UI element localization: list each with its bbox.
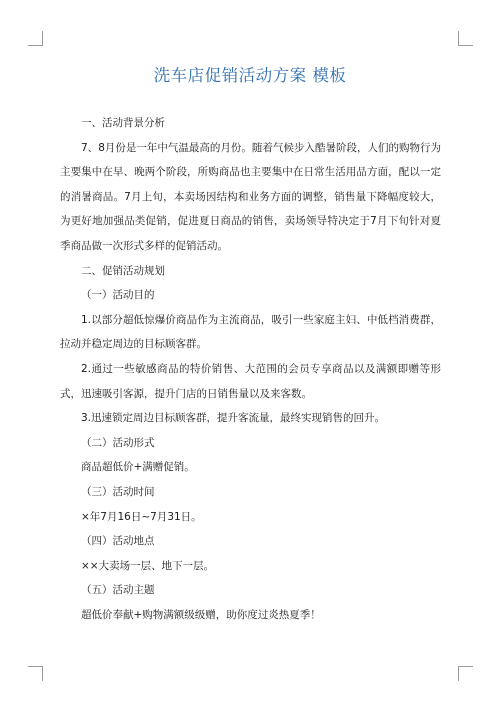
document-title: 洗车店促销活动方案 模板 <box>153 66 347 85</box>
purpose-item-1: 1.以部分超低惊爆价商品作为主流商品，吸引一些家庭主妇、中低档消费群，拉动并稳定周边的目标顾客群。 <box>60 313 441 351</box>
document-body <box>60 111 441 627</box>
theme-text: 超低价奉献+购物满额级级赠，助你度过炎热夏季！ <box>81 608 321 621</box>
subheading-theme: （五）活动主题 <box>81 584 155 597</box>
crop-mark-bottom-left <box>28 666 43 681</box>
time-text: ×年7月16日~7月31日。 <box>81 510 202 523</box>
paragraph-background: 7、8月份是一年中气温最高的月份。随着气候步入酷暑阶段，人们的购物行为主要集中在早、晚两个阶段，所购商品也主要集中在日常生活用品方面，配以一定的消暑商品。7月上旬，本卖场因结构和业务方面的调整，销售量下降幅度较大，为更好地加强品类促销，促进夏日商品的销售，卖场领导特决定于7月下旬针对夏季商品做一次形式多样的促销活动。 <box>60 141 441 252</box>
location-text: ××大卖场一层、地下一层。 <box>81 559 215 572</box>
form-text: 商品超低价+满赠促销。 <box>81 461 195 474</box>
heading-plan: 二、促销活动规划 <box>81 264 165 277</box>
purpose-item-3: 3.迅速锁定周边目标顾客群，提升客流量，最终实现销售的回升。 <box>81 412 386 425</box>
heading-background: 一、活动背景分析 <box>81 117 165 129</box>
subheading-form: （二）活动形式 <box>81 436 155 449</box>
subheading-time: （三）活动时间 <box>81 485 155 498</box>
crop-mark-top-left <box>28 31 43 46</box>
crop-mark-top-right <box>458 31 473 46</box>
subheading-location: （四）活动地点 <box>81 535 155 548</box>
crop-mark-bottom-right <box>458 666 473 681</box>
subheading-purpose: （一）活动目的 <box>81 289 155 302</box>
purpose-item-2: 2.通过一些敏感商品的特价销售、大范围的会员专享商品以及满额即赠等形式，迅速吸引客源，提升门店的日销售量以及来客数。 <box>60 362 441 400</box>
